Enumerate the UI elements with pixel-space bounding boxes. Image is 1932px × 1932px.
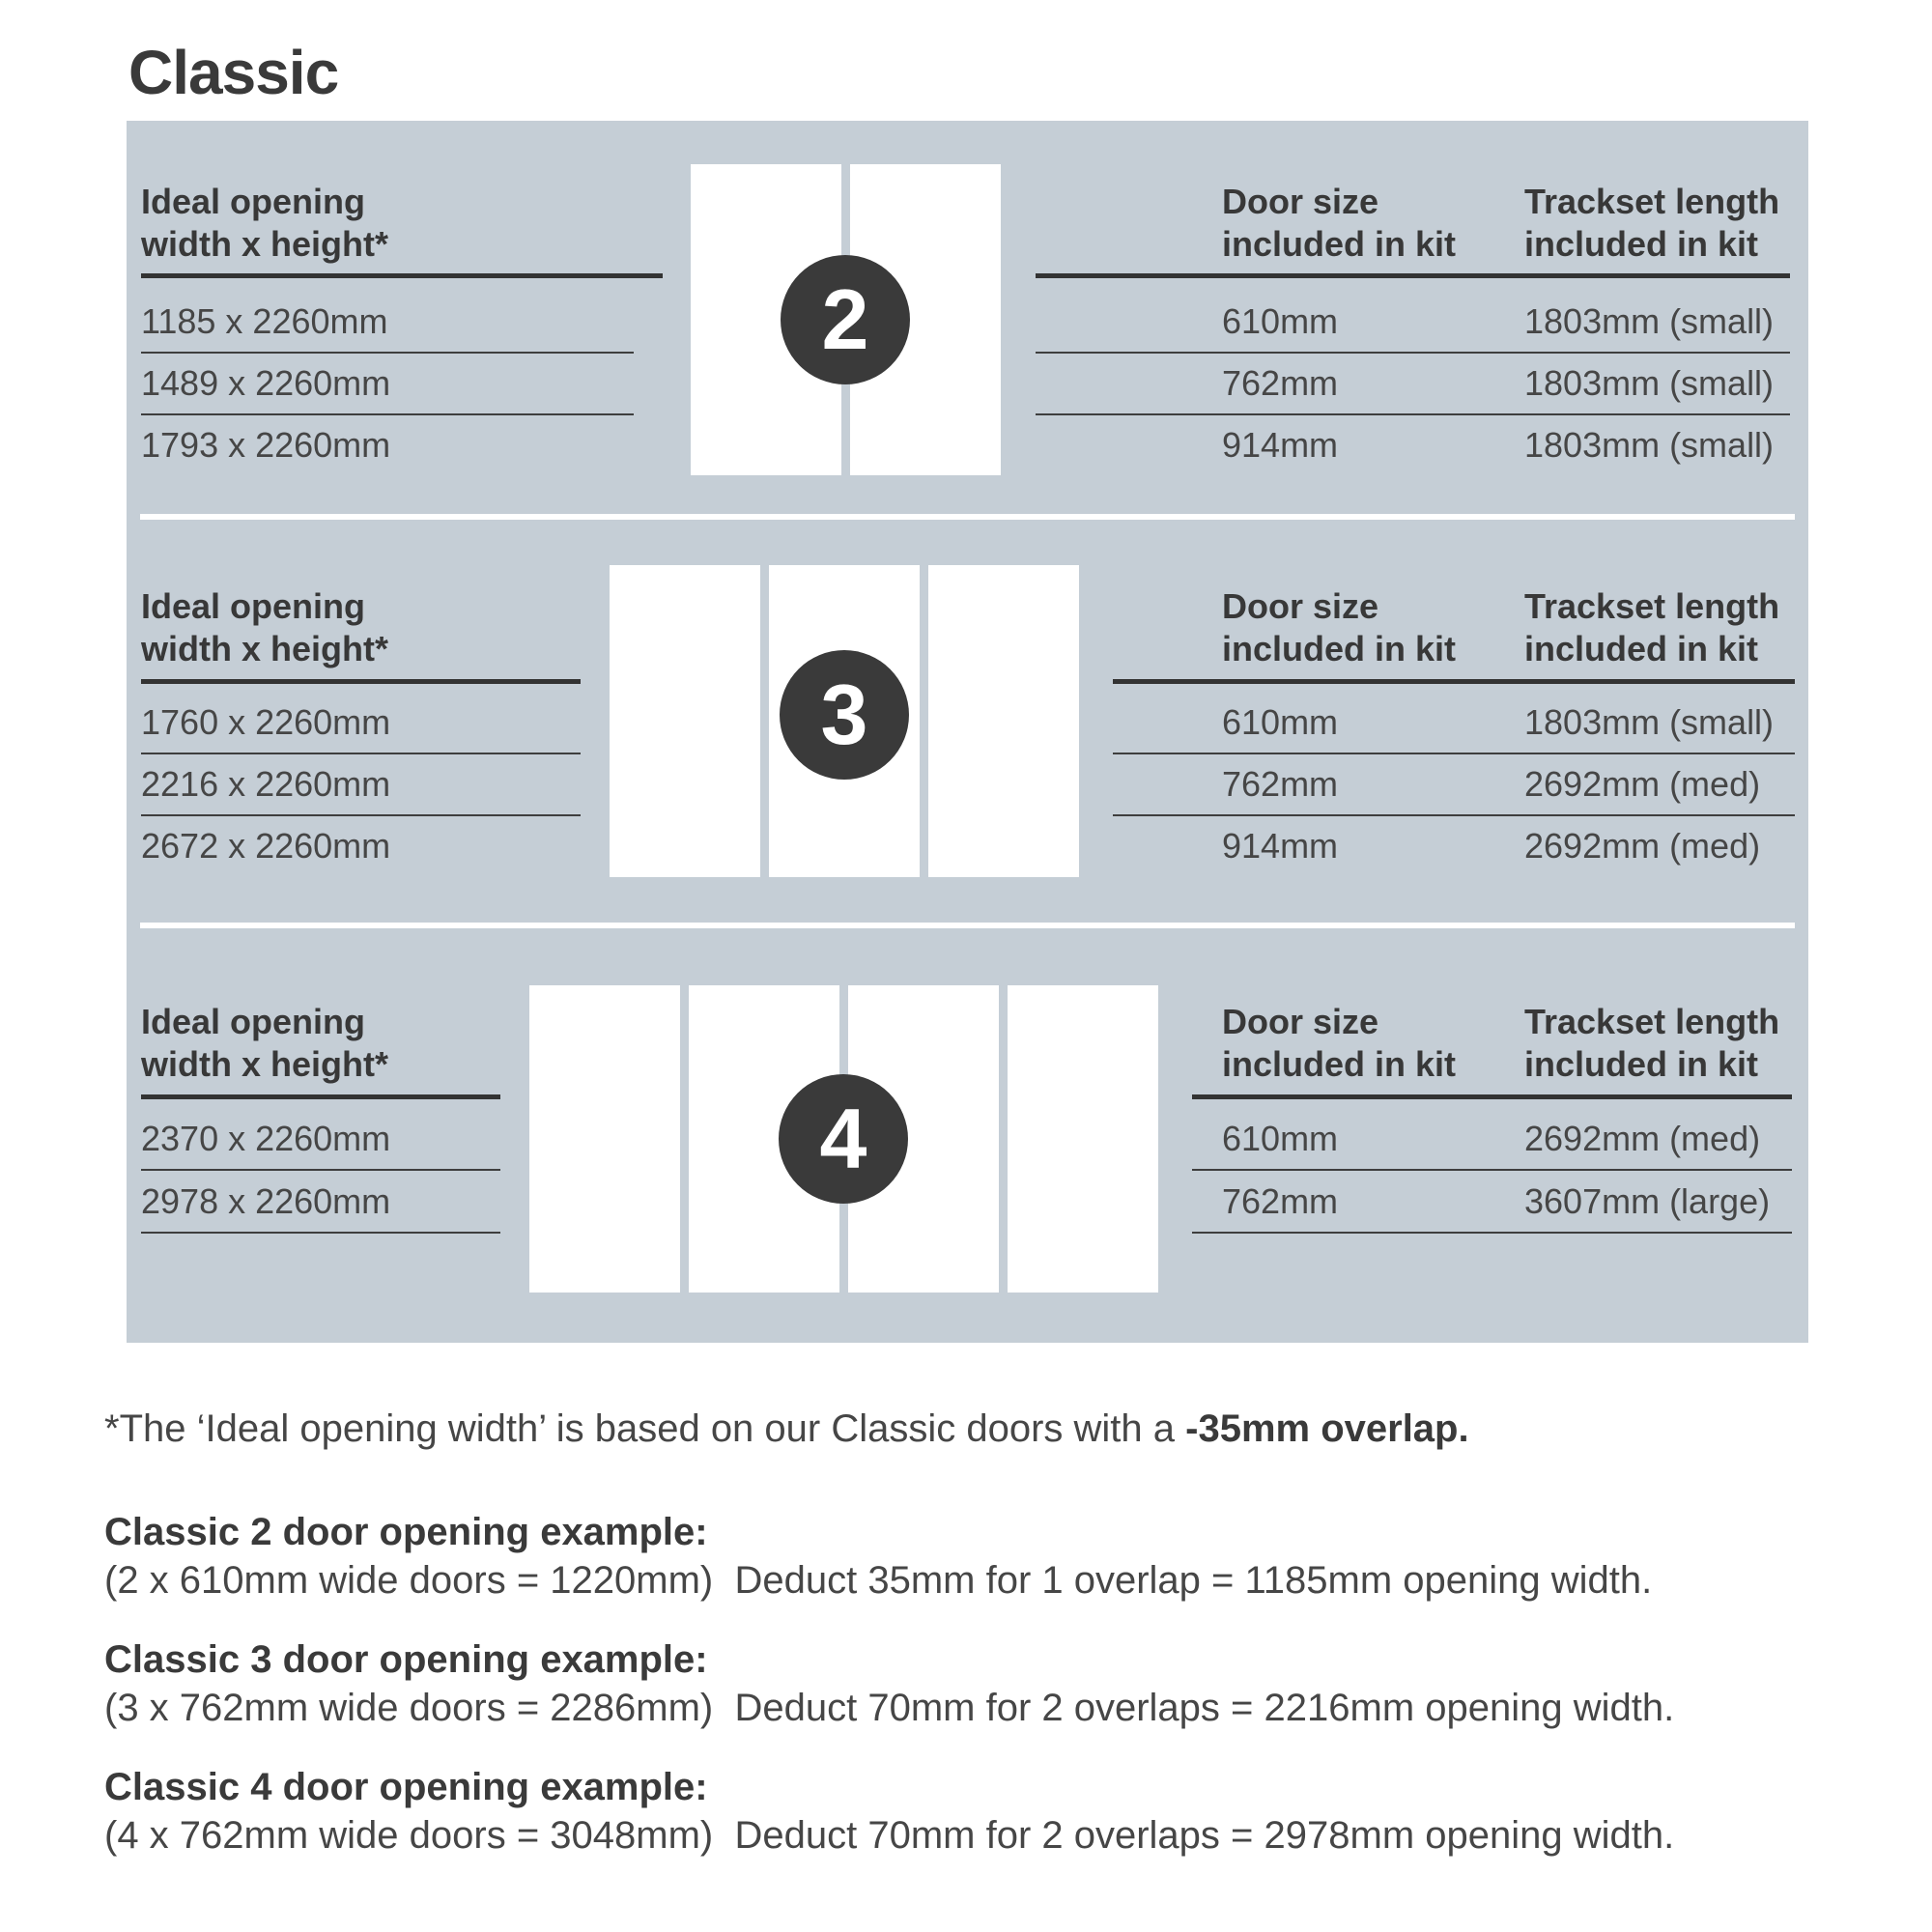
door-size-header-line1: Door size [1222, 1002, 1379, 1041]
footnote-bold-text: -35mm overlap. [1185, 1407, 1469, 1450]
ideal-opening-header [141, 181, 388, 266]
spec-panel [127, 121, 1808, 1343]
example-2-door-heading: Classic 2 door opening example: [104, 1511, 708, 1553]
trackset-header-line2: included in kit [1524, 1044, 1759, 1084]
door-size-header-line1: Door size [1222, 586, 1379, 626]
kit-row [1192, 1109, 1792, 1171]
trackset-header-line1: Trackset length [1524, 182, 1780, 221]
section-divider [140, 514, 1795, 520]
door-count-badge: 3 [780, 650, 909, 780]
door-size-header-line2: included in kit [1222, 629, 1457, 668]
door-size-header-line1: Door size [1222, 182, 1379, 221]
door-size-header [1222, 181, 1456, 266]
door-size-value: 762mm [1222, 1181, 1339, 1221]
header-rule [1192, 1094, 1792, 1099]
opening-row: 2672 x 2260mm [141, 826, 391, 866]
kit-row [1113, 816, 1795, 876]
door-size-header-line2: included in kit [1222, 224, 1457, 264]
door-size-header-line2: included in kit [1222, 1044, 1457, 1084]
trackset-value: 2692mm (med) [1524, 1119, 1761, 1158]
ideal-opening-header-line2: width x height* [141, 629, 388, 668]
trackset-header [1524, 181, 1779, 266]
example-2-door-body: (2 x 610mm wide doors = 1220mm) Deduct 35mm for 1 overlap = 1185mm opening width. [104, 1559, 1653, 1602]
section-divider [140, 923, 1795, 928]
door-panel [529, 985, 680, 1293]
door-size-value: 914mm [1222, 826, 1339, 866]
door-size-value: 762mm [1222, 363, 1339, 403]
footnote-text: *The ‘Ideal opening width’ is based on our Classic doors with a [104, 1407, 1186, 1450]
trackset-header-line2: included in kit [1524, 629, 1759, 668]
trackset-header [1524, 1001, 1779, 1086]
door-count-badge: 2 [781, 255, 910, 384]
door-panel [1008, 985, 1158, 1293]
trackset-header-line1: Trackset length [1524, 1002, 1780, 1041]
ideal-opening-header [141, 1001, 388, 1086]
opening-row: 1185 x 2260mm [141, 292, 634, 354]
opening-row: 1489 x 2260mm [141, 354, 634, 415]
opening-row: 2978 x 2260mm [141, 1172, 500, 1234]
door-size-header [1222, 1001, 1456, 1086]
door-size-value: 914mm [1222, 425, 1339, 465]
door-count-badge: 4 [779, 1074, 908, 1204]
kit-row [1036, 292, 1790, 354]
trackset-value: 1803mm (small) [1524, 301, 1775, 341]
door-size-value: 610mm [1222, 301, 1339, 341]
door-size-header [1222, 585, 1456, 670]
header-rule [1113, 679, 1795, 684]
door-size-value: 610mm [1222, 702, 1339, 742]
header-rule [141, 1094, 500, 1099]
trackset-header-line1: Trackset length [1524, 586, 1780, 626]
example-3-door-body: (3 x 762mm wide doors = 2286mm) Deduct 70mm for 2 overlaps = 2216mm opening width. [104, 1687, 1675, 1729]
header-rule [1036, 273, 1790, 278]
opening-row: 1793 x 2260mm [141, 425, 391, 465]
example-3-door-heading: Classic 3 door opening example: [104, 1638, 708, 1681]
door-panel [610, 565, 760, 877]
kit-row [1192, 1172, 1792, 1234]
ideal-opening-header [141, 585, 388, 670]
trackset-value: 2692mm (med) [1524, 826, 1761, 866]
ideal-opening-header-line1: Ideal opening [141, 586, 366, 626]
opening-row: 2216 x 2260mm [141, 754, 581, 816]
trackset-value: 1803mm (small) [1524, 363, 1775, 403]
example-4-door-heading: Classic 4 door opening example: [104, 1766, 708, 1808]
door-size-value: 762mm [1222, 764, 1339, 804]
header-rule [141, 273, 663, 278]
header-rule [141, 679, 581, 684]
ideal-opening-header-line1: Ideal opening [141, 1002, 366, 1041]
trackset-header-line2: included in kit [1524, 224, 1759, 264]
door-panel [928, 565, 1079, 877]
kit-row [1036, 415, 1790, 475]
opening-row: 1760 x 2260mm [141, 693, 581, 754]
kit-row [1036, 354, 1790, 415]
trackset-value: 2692mm (med) [1524, 764, 1761, 804]
opening-row: 2370 x 2260mm [141, 1109, 500, 1171]
kit-row [1113, 754, 1795, 816]
trackset-value: 1803mm (small) [1524, 702, 1775, 742]
door-size-value: 610mm [1222, 1119, 1339, 1158]
trackset-value: 3607mm (large) [1524, 1181, 1771, 1221]
page-title: Classic [128, 38, 339, 107]
footnote [104, 1406, 1469, 1452]
ideal-opening-header-line1: Ideal opening [141, 182, 366, 221]
ideal-opening-header-line2: width x height* [141, 1044, 388, 1084]
kit-row [1113, 693, 1795, 754]
ideal-opening-header-line2: width x height* [141, 224, 388, 264]
example-4-door-body: (4 x 762mm wide doors = 3048mm) Deduct 70mm for 2 overlaps = 2978mm opening width. [104, 1814, 1675, 1857]
trackset-value: 1803mm (small) [1524, 425, 1775, 465]
trackset-header [1524, 585, 1779, 670]
